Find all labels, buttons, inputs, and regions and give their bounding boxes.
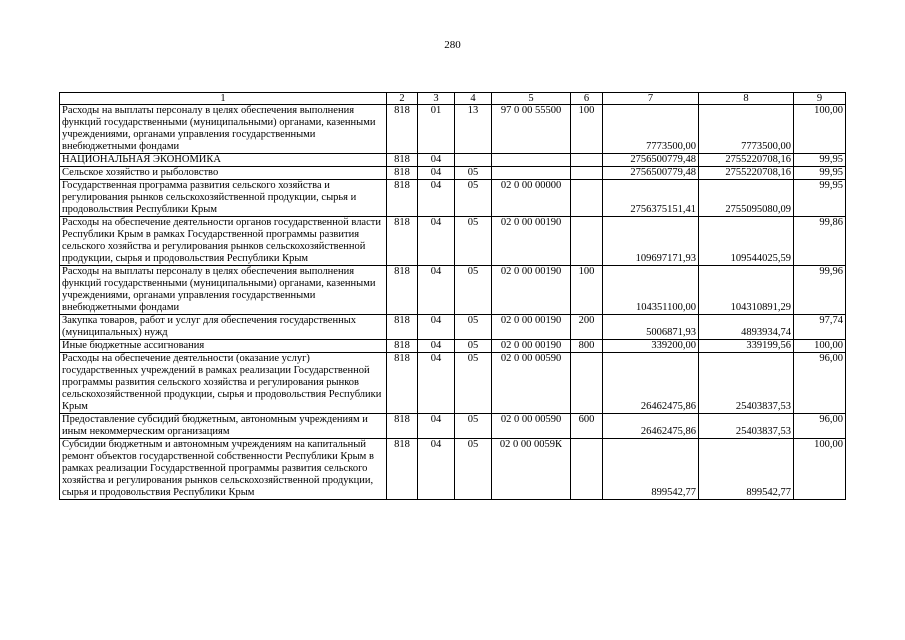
column-header: 2 <box>387 93 418 105</box>
row-name: Субсидии бюджетным и автономным учреждениям на капитальный ремонт объектов государственной собственности Республики Крым в рамках реализации Государственной программы развития сельского хозяйства и регулирования рынков сельскохозяйственной продукции, сырья и продовольствия Республики Крым <box>60 439 387 500</box>
section-code: 04 <box>418 353 455 414</box>
column-header: 6 <box>571 93 603 105</box>
subsection-code: 05 <box>455 217 492 266</box>
subsection-code: 05 <box>455 315 492 340</box>
expense-type-code: 100 <box>571 105 603 154</box>
target-article-code <box>492 154 571 167</box>
admin-code: 818 <box>387 353 418 414</box>
executed-amount: 104310891,29 <box>699 266 794 315</box>
row-name: Иные бюджетные ассигнования <box>60 340 387 353</box>
approved-amount: 339200,00 <box>603 340 699 353</box>
row-name: Предоставление субсидий бюджетным, автономным учреждениям и иным некоммерческим организациям <box>60 414 387 439</box>
row-name: Сельское хозяйство и рыболовство <box>60 167 387 180</box>
column-header: 3 <box>418 93 455 105</box>
admin-code: 818 <box>387 439 418 500</box>
target-article-code: 02 0 00 0059К <box>492 439 571 500</box>
row-name: НАЦИОНАЛЬНАЯ ЭКОНОМИКА <box>60 154 387 167</box>
approved-amount: 2756500779,48 <box>603 167 699 180</box>
expense-type-code: 100 <box>571 266 603 315</box>
admin-code: 818 <box>387 414 418 439</box>
table-row <box>60 353 846 414</box>
subsection-code: 13 <box>455 105 492 154</box>
page-number: 280 <box>444 39 461 51</box>
subsection-code: 05 <box>455 414 492 439</box>
approved-amount: 109697171,93 <box>603 217 699 266</box>
execution-percent: 100,00 <box>794 340 846 353</box>
column-header: 8 <box>699 93 794 105</box>
admin-code: 818 <box>387 154 418 167</box>
row-name: Закупка товаров, работ и услуг для обеспечения государственных (муниципальных) нужд <box>60 315 387 340</box>
target-article-code: 97 0 00 55500 <box>492 105 571 154</box>
executed-amount: 25403837,53 <box>699 414 794 439</box>
section-code: 04 <box>418 154 455 167</box>
section-code: 04 <box>418 315 455 340</box>
table-row <box>60 217 846 266</box>
execution-percent: 99,95 <box>794 167 846 180</box>
expense-type-code <box>571 154 603 167</box>
expense-type-code <box>571 217 603 266</box>
target-article-code: 02 0 00 00000 <box>492 180 571 217</box>
section-code: 04 <box>418 167 455 180</box>
admin-code: 818 <box>387 105 418 154</box>
target-article-code: 02 0 00 00190 <box>492 217 571 266</box>
column-header: 9 <box>794 93 846 105</box>
expense-type-code <box>571 167 603 180</box>
execution-percent: 100,00 <box>794 439 846 500</box>
subsection-code: 05 <box>455 439 492 500</box>
admin-code: 818 <box>387 340 418 353</box>
table-row <box>60 266 846 315</box>
column-header: 4 <box>455 93 492 105</box>
executed-amount: 25403837,53 <box>699 353 794 414</box>
execution-percent: 99,95 <box>794 154 846 167</box>
target-article-code: 02 0 00 00590 <box>492 353 571 414</box>
approved-amount: 104351100,00 <box>603 266 699 315</box>
table-row <box>60 340 846 353</box>
admin-code: 818 <box>387 180 418 217</box>
approved-amount: 2756500779,48 <box>603 154 699 167</box>
approved-amount: 26462475,86 <box>603 414 699 439</box>
subsection-code: 05 <box>455 180 492 217</box>
execution-percent: 96,00 <box>794 414 846 439</box>
admin-code: 818 <box>387 217 418 266</box>
expense-type-code <box>571 353 603 414</box>
execution-percent: 99,86 <box>794 217 846 266</box>
section-code: 04 <box>418 180 455 217</box>
target-article-code: 02 0 00 00190 <box>492 340 571 353</box>
target-article-code: 02 0 00 00190 <box>492 315 571 340</box>
execution-percent: 96,00 <box>794 353 846 414</box>
row-name: Расходы на обеспечение деятельности органов государственной власти Республики Крым в рамках Государственной программы развития сельского хозяйства и регулирования рынков сельскохозяйственной продукции, сырья и продовольствия Республики Крым <box>60 217 387 266</box>
column-header: 1 <box>60 93 387 105</box>
section-code: 04 <box>418 266 455 315</box>
table-row <box>60 180 846 217</box>
expense-type-code: 200 <box>571 315 603 340</box>
section-code: 04 <box>418 414 455 439</box>
table-row <box>60 154 846 167</box>
executed-amount: 7773500,00 <box>699 105 794 154</box>
expense-type-code <box>571 180 603 217</box>
executed-amount: 109544025,59 <box>699 217 794 266</box>
approved-amount: 26462475,86 <box>603 353 699 414</box>
subsection-code: 05 <box>455 167 492 180</box>
section-code: 04 <box>418 217 455 266</box>
row-name: Расходы на выплаты персоналу в целях обеспечения выполнения функций государственными (муниципальными) органами, казенными учреждениями, органами управления государственными внебюджетными фондами <box>60 266 387 315</box>
approved-amount: 2756375151,41 <box>603 180 699 217</box>
execution-percent: 99,95 <box>794 180 846 217</box>
approved-amount: 899542,77 <box>603 439 699 500</box>
column-header: 7 <box>603 93 699 105</box>
executed-amount: 339199,56 <box>699 340 794 353</box>
table-header-row <box>60 93 846 105</box>
expense-type-code: 800 <box>571 340 603 353</box>
table-row <box>60 414 846 439</box>
expense-type-code <box>571 439 603 500</box>
column-header: 5 <box>492 93 571 105</box>
execution-percent: 99,96 <box>794 266 846 315</box>
subsection-code <box>455 154 492 167</box>
execution-percent: 100,00 <box>794 105 846 154</box>
admin-code: 818 <box>387 266 418 315</box>
row-name: Расходы на обеспечение деятельности (оказание услуг) государственных учреждений в рамках реализации Государственной программы развития сельского хозяйства и регулирования рынков сельскохозяйственной продукции, сырья и продовольствия Республики Крым <box>60 353 387 414</box>
subsection-code: 05 <box>455 353 492 414</box>
subsection-code: 05 <box>455 266 492 315</box>
row-name: Государственная программа развития сельского хозяйства и регулирования рынков сельскохозяйственной продукции, сырья и продовольствия Республики Крым <box>60 180 387 217</box>
approved-amount: 7773500,00 <box>603 105 699 154</box>
executed-amount: 4893934,74 <box>699 315 794 340</box>
executed-amount: 2755095080,09 <box>699 180 794 217</box>
approved-amount: 5006871,93 <box>603 315 699 340</box>
section-code: 04 <box>418 439 455 500</box>
executed-amount: 899542,77 <box>699 439 794 500</box>
admin-code: 818 <box>387 315 418 340</box>
expense-type-code: 600 <box>571 414 603 439</box>
executed-amount: 2755220708,16 <box>699 167 794 180</box>
table-row <box>60 439 846 500</box>
subsection-code: 05 <box>455 340 492 353</box>
table-row <box>60 315 846 340</box>
row-name: Расходы на выплаты персоналу в целях обеспечения выполнения функций государственными (муниципальными) органами, казенными учреждениями, органами управления государственными внебюджетными фондами <box>60 105 387 154</box>
execution-percent: 97,74 <box>794 315 846 340</box>
admin-code: 818 <box>387 167 418 180</box>
target-article-code: 02 0 00 00590 <box>492 414 571 439</box>
executed-amount: 2755220708,16 <box>699 154 794 167</box>
target-article-code: 02 0 00 00190 <box>492 266 571 315</box>
section-code: 04 <box>418 340 455 353</box>
table-row <box>60 167 846 180</box>
section-code: 01 <box>418 105 455 154</box>
table-row <box>60 105 846 154</box>
budget-table <box>59 92 846 500</box>
target-article-code <box>492 167 571 180</box>
